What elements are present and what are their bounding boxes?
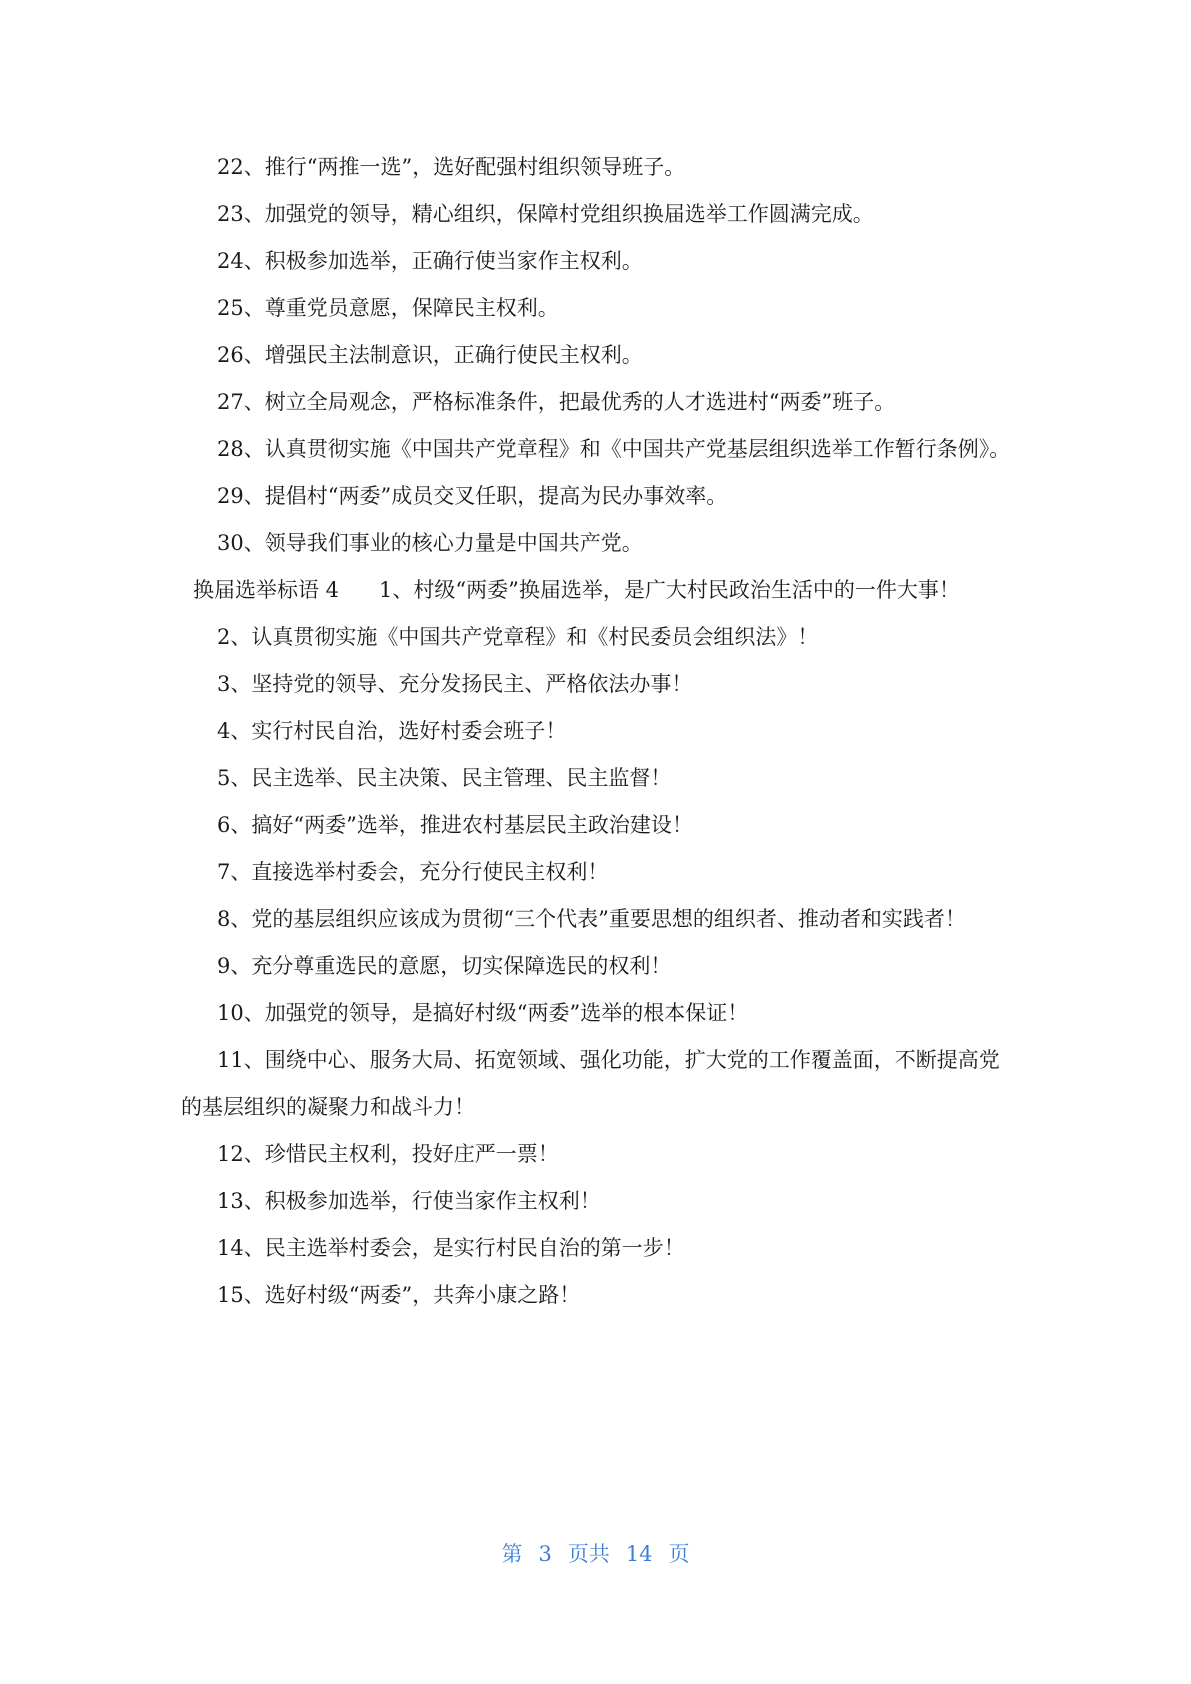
- document-body: [181, 144, 1011, 1319]
- slogan-line: 5、民主选举、民主决策、民主管理、民主监督！: [217, 766, 672, 790]
- slogan-line: 22、推行“两推一选”，选好配强村组织领导班子。: [217, 155, 686, 179]
- page-footer: [0, 1538, 1191, 1568]
- slogan-line: 9、充分尊重选民的意愿，切实保障选民的权利！: [217, 954, 672, 978]
- current-page-number: 3: [538, 1542, 552, 1566]
- slogan-line: 12、珍惜民主权利，投好庄严一票！: [217, 1142, 559, 1166]
- slogan-line: 11、围绕中心、服务大局、拓宽领域、强化功能，扩大党的工作覆盖面，不断提高党的基层组织的凝聚力和战斗力！: [181, 1048, 1000, 1119]
- slogan-line: 8、党的基层组织应该成为贯彻“三个代表”重要思想的组织者、推动者和实践者！: [217, 907, 966, 931]
- section-heading-line: [181, 567, 1011, 614]
- slogan-line: 29、提倡村“两委”成员交叉任职，提高为民办事效率。: [217, 484, 728, 508]
- footer-suffix: 页: [668, 1542, 690, 1566]
- slogan-line: 10、加强党的领导，是搞好村级“两委”选举的根本保证！: [217, 1001, 749, 1025]
- slogan-line: 30、领导我们事业的核心力量是中国共产党。: [217, 531, 643, 555]
- slogan-line: 25、尊重党员意愿，保障民主权利。: [217, 296, 559, 320]
- slogan-line: 28、认真贯彻实施《中国共产党章程》和《中国共产党基层组织选举工作暂行条例》。: [217, 437, 1011, 461]
- slogan-line: 1、村级“两委”换届选举，是广大村民政治生活中的一件大事！: [379, 578, 960, 602]
- slogan-line: 26、增强民主法制意识，正确行使民主权利。: [217, 343, 643, 367]
- slogan-line: 24、积极参加选举，正确行使当家作主权利。: [217, 249, 643, 273]
- total-page-count: 14: [625, 1542, 653, 1566]
- footer-middle: 页共: [567, 1542, 610, 1566]
- slogan-line: 6、搞好“两委”选举，推进农村基层民主政治建设！: [217, 813, 693, 837]
- footer-prefix: 第: [501, 1542, 523, 1566]
- section-heading: 换届选举标语 4: [193, 578, 340, 602]
- slogan-line: 4、实行村民自治，选好村委会班子！: [217, 719, 567, 743]
- slogan-line: 3、坚持党的领导、充分发扬民主、严格依法办事！: [217, 672, 693, 696]
- slogan-line: 15、选好村级“两委”，共奔小康之路！: [217, 1283, 581, 1307]
- slogan-line: 23、加强党的领导，精心组织，保障村党组织换届选举工作圆满完成。: [217, 202, 874, 226]
- slogan-line: 7、直接选举村委会，充分行使民主权利！: [217, 860, 609, 884]
- slogan-line: 27、树立全局观念，严格标准条件，把最优秀的人才选进村“两委”班子。: [217, 390, 896, 414]
- slogan-line: 14、民主选举村委会，是实行村民自治的第一步！: [217, 1236, 685, 1260]
- slogan-line: 13、积极参加选举，行使当家作主权利！: [217, 1189, 601, 1213]
- slogan-line: 2、认真贯彻实施《中国共产党章程》和《村民委员会组织法》！: [217, 625, 819, 649]
